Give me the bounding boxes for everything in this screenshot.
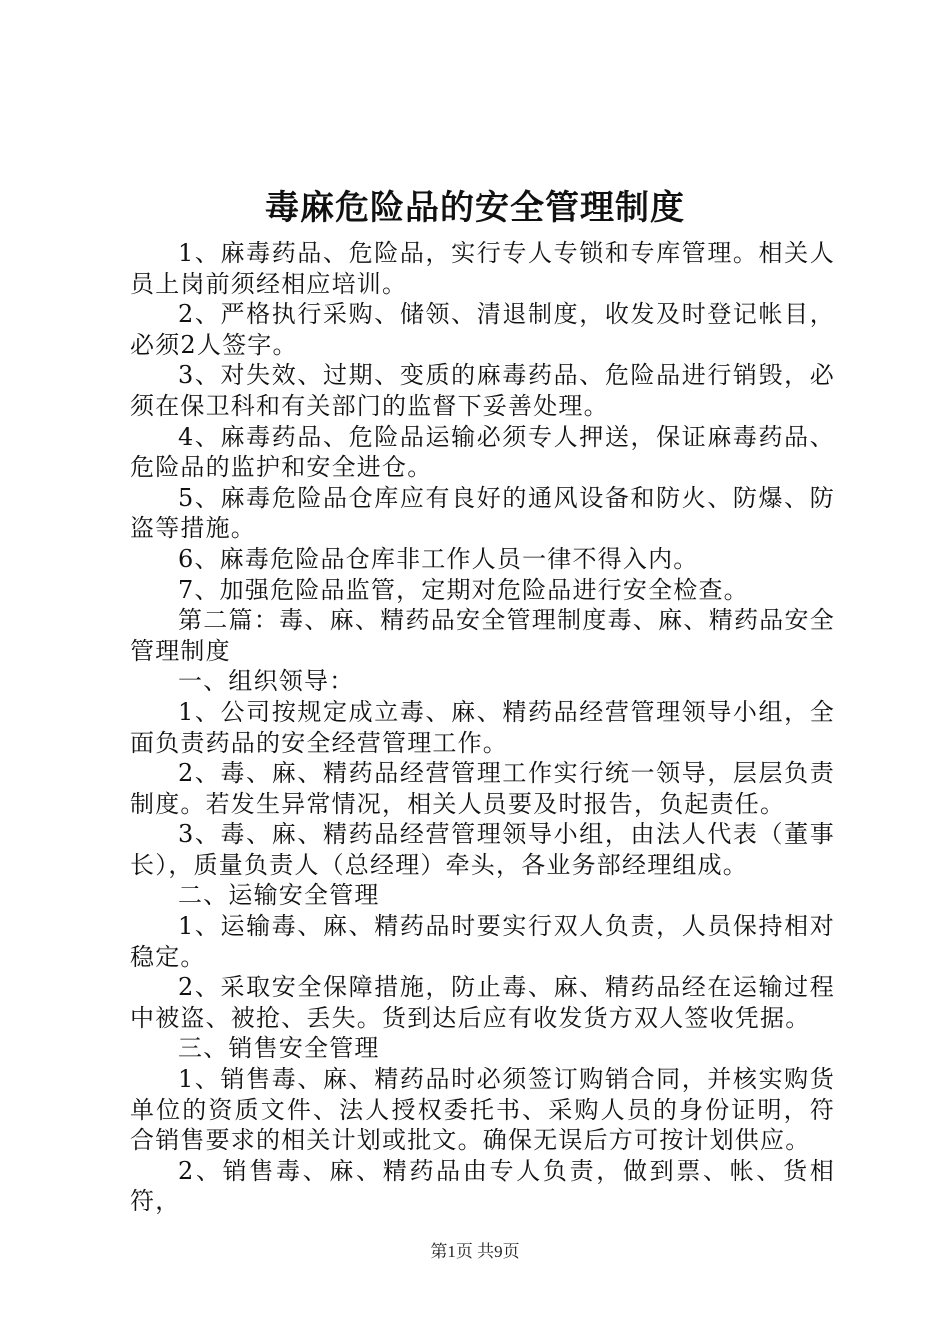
paragraph: 1、麻毒药品、危险品，实行专人专锁和专库管理。相关人员上岗前须经相应培训。 bbox=[130, 239, 835, 298]
paragraph: 2、采取安全保障措施，防止毒、麻、精药品经在运输过程中被盗、被抢、丢失。货到达后应有收发货方双人签收凭据。 bbox=[130, 973, 835, 1032]
paragraph: 7、加强危险品监管，定期对危险品进行安全检查。 bbox=[178, 575, 749, 604]
document-body bbox=[130, 238, 835, 1217]
paragraph: 6、麻毒危险品仓库非工作人员一律不得入内。 bbox=[178, 544, 699, 573]
paragraph: 4、麻毒药品、危险品运输必须专人押送，保证麻毒药品、危险品的监护和安全进仓。 bbox=[130, 422, 835, 482]
paragraph: 1、公司按规定成立毒、麻、精药品经营管理领导小组，全面负责药品的安全经营管理工作。 bbox=[130, 697, 835, 757]
paragraph: 1、销售毒、麻、精药品时必须签订购销合同，并核实购货单位的资质文件、法人授权委托书、采购人员的身份证明，符合销售要求的相关计划或批文。确保无误后方可按计划供应。 bbox=[130, 1065, 835, 1155]
paragraph: 5、麻毒危险品仓库应有良好的通风设备和防火、防爆、防盗等措施。 bbox=[130, 483, 835, 543]
section-heading: 二、运输安全管理 bbox=[178, 881, 380, 910]
paragraph: 3、毒、麻、精药品经营管理领导小组，由法人代表（董事长），质量负责人（总经理）牵头，各业务部经理组成。 bbox=[130, 820, 835, 879]
section-heading: 第二篇：毒、麻、精药品安全管理制度毒、麻、精药品安全管理制度 bbox=[130, 606, 835, 665]
paragraph: 2、毒、麻、精药品经营管理工作实行统一领导，层层负责制度。若发生异常情况，相关人员要及时报告，负起责任。 bbox=[130, 759, 835, 818]
paragraph: 1、运输毒、麻、精药品时要实行双人负责，人员保持相对稳定。 bbox=[130, 912, 835, 971]
document-title: 毒麻危险品的安全管理制度 bbox=[265, 188, 685, 228]
paragraph: 2、销售毒、麻、精药品由专人负责，做到票、帐、货相符， bbox=[130, 1156, 835, 1216]
paragraph: 2、严格执行采购、储领、清退制度，收发及时登记帐目，必须2人签字。 bbox=[130, 300, 835, 359]
section-heading: 一、组织领导： bbox=[178, 667, 355, 696]
page-footer: 第1页 共9页 bbox=[430, 1242, 520, 1261]
paragraph: 3、对失效、过期、变质的麻毒药品、危险品进行销毁，必须在保卫科和有关部门的监督下妥善处理。 bbox=[130, 361, 835, 420]
section-heading: 三、销售安全管理 bbox=[178, 1034, 380, 1063]
